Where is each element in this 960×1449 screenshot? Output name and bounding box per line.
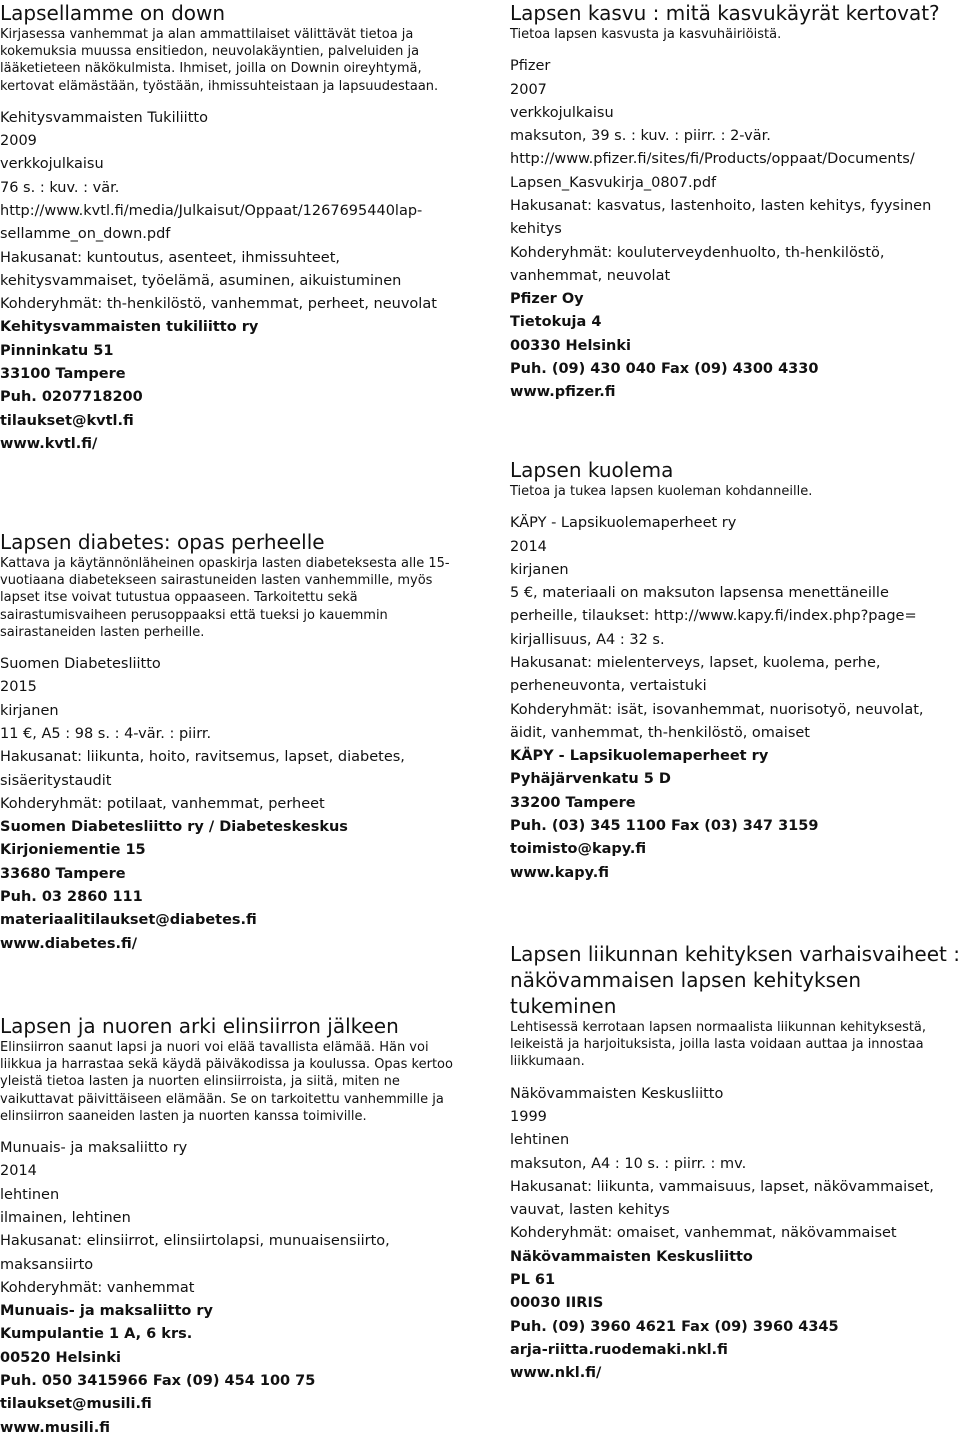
contact-line: materiaalitilaukset@diabetes.fi — [0, 912, 257, 929]
publication-title: Lapsen kasvu : mitä kasvukäyrät kertovat? — [510, 1, 940, 25]
publication-description: Tietoa lapsen kasvusta ja kasvuhäiriöistä. — [510, 27, 782, 42]
publication-entry — [0, 1013, 460, 1440]
detail-line: Hakusanat: elinsiirrot, elinsiirtolapsi, munuaisensiirto, — [0, 1233, 390, 1250]
contact-line: 00520 Helsinki — [0, 1349, 121, 1366]
contact-line: Kirjoniementie 15 — [0, 842, 146, 859]
contact-line: Kumpulantie 1 A, 6 krs. — [0, 1326, 193, 1343]
publication-details — [0, 107, 460, 456]
detail-line: 5 €, materiaali on maksuton lapsensa menettäneille — [510, 585, 889, 602]
detail-line: Kehitysvammaisten Tukiliitto — [0, 109, 208, 126]
publication-details — [0, 1137, 460, 1440]
contact-line: Puh. 03 2860 111 — [0, 888, 143, 905]
detail-line: Hakusanat: kasvatus, lastenhoito, lasten kehitys, fyysinen — [510, 197, 932, 214]
publication-description: Tietoa ja tukea lapsen kuoleman kohdanneille. — [510, 484, 813, 499]
contact-line: arja-riitta.ruodemaki.nkl.fi — [510, 1341, 728, 1358]
detail-line: perheneuvonta, vertaistuki — [510, 678, 707, 695]
detail-line: Kohderyhmät: th-henkilöstö, vanhemmat, perheet, neuvolat — [0, 296, 437, 313]
detail-line: verkkojulkaisu — [510, 104, 614, 121]
detail-line: perheille, tilaukset: http://www.kapy.fi/index.php?page= — [510, 608, 917, 625]
contact-line: 33100 Tampere — [0, 366, 126, 383]
publication-description: Elinsiirron saanut lapsi ja nuori voi elää tavallista elämää. Hän voi liikkua ja harrastaa sekä käydä päiväkodissa ja koulussa. Opas kertoo yleistä tietoa lasten ja nuorten elinsiirroista, ja siitä, miten ne vaikuttavat päivittäiseen elämään. Se on tarkoitettu vanhemmille ja elinsiirron saaneiden lasten ja nuorten kanssa toimiville. — [0, 1040, 453, 1124]
publication-entry — [0, 529, 460, 956]
detail-line: http://www.kvtl.fi/media/Julkaisut/Oppaat/1267695440lap- — [0, 203, 423, 219]
publication-title: Lapsen ja nuoren arki elinsiirron jälkeen — [0, 1014, 399, 1038]
detail-line: verkkojulkaisu — [0, 156, 104, 173]
detail-line: Hakusanat: kuntoutus, asenteet, ihmissuhteet, — [0, 249, 341, 266]
contact-line: Pfizer Oy — [510, 291, 584, 308]
contact-line: 33200 Tampere — [510, 794, 636, 811]
contact-line: Kehitysvammaisten tukiliitto ry — [0, 319, 259, 336]
contact-line: www.musili.fi — [0, 1419, 110, 1436]
publication-title: Lapsellamme on down — [0, 1, 226, 25]
publication-description: Lehtisessä kerrotaan lapsen normaalista liikunnan kehityksestä, leikeistä ja harjoituksista, joilla lasta voidaan auttaa ja innostaa liikkumaan. — [510, 1020, 927, 1070]
contact-line: www.diabetes.fi/ — [0, 935, 138, 952]
detail-line: Hakusanat: liikunta, hoito, ravitsemus, lapset, diabetes, — [0, 749, 405, 766]
contact-line: PL 61 — [510, 1271, 556, 1288]
detail-line: 1999 — [510, 1108, 547, 1125]
contact-line: Puh. (09) 3960 4621 Fax (09) 3960 4345 — [510, 1318, 839, 1335]
detail-line: Hakusanat: mielenterveys, lapset, kuolema, perhe, — [510, 654, 881, 671]
publication-title: Lapsen kuolema — [510, 458, 674, 482]
contact-line: Pinninkatu 51 — [0, 342, 114, 359]
publication-title: Lapsen liikunnan kehityksen varhaisvaiheet : näkövammaisen lapsen kehityksen tukeminen — [510, 942, 960, 1018]
detail-line: Kohderyhmät: kouluterveydenhuolto, th-henkilöstö, — [510, 244, 885, 261]
contact-line: www.nkl.fi/ — [510, 1365, 602, 1382]
detail-line: Pfizer — [510, 58, 551, 75]
detail-line: maksuton, A4 : 10 s. : piirr. : mv. — [510, 1155, 747, 1172]
contact-line: 33680 Tampere — [0, 865, 126, 882]
detail-line: lehtinen — [510, 1132, 570, 1149]
contact-line: Puh. 0207718200 — [0, 389, 143, 406]
detail-line: 2015 — [0, 679, 37, 696]
publication-details — [0, 653, 460, 956]
contact-line: Pyhäjärvenkatu 5 D — [510, 771, 671, 788]
detail-line: kehitys — [510, 221, 562, 238]
detail-line: 11 €, A5 : 98 s. : 4-vär. : piirr. — [0, 725, 212, 742]
contact-line: Tietokuja 4 — [510, 314, 602, 331]
publication-description: Kattava ja käytännönläheinen opaskirja lasten diabeteksesta alle 15-vuotiaana diabetekseen sairastuneiden lasten vanhemmille, myös lapset itse voivat tutustua oppaaseen. Tarkoitettu sekä sairastumisvaiheen perusoppaaksi että tueksi jo kauemmin sairastaneiden lasten perheille. — [0, 556, 450, 640]
detail-line: kirjanen — [0, 702, 59, 719]
detail-line: http://www.pfizer.fi/sites/fi/Products/oppaat/Documents/ — [510, 151, 915, 168]
contact-line: Puh. (03) 345 1100 Fax (03) 347 3159 — [510, 818, 819, 835]
contact-line: tilaukset@kvtl.fi — [0, 412, 134, 429]
publication-details — [510, 55, 960, 404]
detail-line: Näkövammaisten Keskusliitto — [510, 1085, 724, 1102]
detail-line: kirjallisuus, A4 : 32 s. — [510, 631, 665, 648]
contact-line: 00030 IIRIS — [510, 1295, 604, 1312]
contact-line: tilaukset@musili.fi — [0, 1396, 152, 1413]
contact-line: www.kapy.fi — [510, 864, 609, 881]
detail-line: kehitysvammaiset, työelämä, asuminen, aikuistuminen — [0, 272, 402, 289]
contact-line: Puh. (09) 430 040 Fax (09) 4300 4330 — [510, 361, 819, 378]
contact-line: KÄPY - Lapsikuolemaperheet ry — [510, 748, 769, 765]
publication-details — [510, 512, 960, 885]
detail-line: Kohderyhmät: vanhemmat — [0, 1279, 195, 1296]
detail-line: vanhemmat, neuvolat — [510, 267, 671, 284]
detail-line: 2014 — [0, 1163, 37, 1180]
detail-line: Kohderyhmät: potilaat, vanhemmat, perheet — [0, 795, 325, 812]
detail-line: Munuais- ja maksaliitto ry — [0, 1140, 188, 1157]
detail-line: äidit, vanhemmat, th-henkilöstö, omaiset — [510, 724, 810, 741]
detail-line: vauvat, lasten kehitys — [510, 1202, 670, 1219]
contact-line: Näkövammaisten Keskusliitto — [510, 1248, 753, 1265]
detail-line: Kohderyhmät: isät, isovanhemmat, nuorisotyö, neuvolat, — [510, 701, 924, 718]
contact-line: toimisto@kapy.fi — [510, 841, 647, 858]
detail-line: Kohderyhmät: omaiset, vanhemmat, näkövammaiset — [510, 1225, 897, 1242]
detail-line: 2009 — [0, 133, 37, 150]
detail-line: sisäeritystaudit — [0, 772, 112, 789]
detail-line: ilmainen, lehtinen — [0, 1209, 131, 1226]
contact-line: 00330 Helsinki — [510, 337, 631, 354]
contact-line: Puh. 050 3415966 Fax (09) 454 100 75 — [0, 1372, 316, 1389]
publication-entry — [510, 457, 960, 885]
contact-line: www.kvtl.fi/ — [0, 435, 98, 452]
detail-line: Hakusanat: liikunta, vammaisuus, lapset, näkövammaiset, — [510, 1178, 934, 1195]
detail-line: Lapsen_Kasvukirja_0807.pdf — [510, 174, 717, 191]
detail-line: kirjanen — [510, 561, 569, 578]
detail-line: sellamme_on_down.pdf — [0, 226, 171, 243]
contact-line: Suomen Diabetesliitto ry / Diabeteskeskus — [0, 819, 348, 836]
detail-line: maksuton, 39 s. : kuv. : piirr. : 2-vär. — [510, 128, 771, 145]
publication-details — [510, 1083, 960, 1386]
detail-line: 2014 — [510, 538, 547, 555]
publication-entry — [510, 0, 960, 405]
contact-line: www.pfizer.fi — [510, 384, 616, 401]
detail-line: 76 s. : kuv. : vär. — [0, 179, 120, 196]
publication-title: Lapsen diabetes: opas perheelle — [0, 530, 325, 554]
detail-line: lehtinen — [0, 1186, 60, 1203]
detail-line: KÄPY - Lapsikuolemaperheet ry — [510, 515, 737, 532]
detail-line: Suomen Diabetesliitto — [0, 656, 161, 673]
publication-entry — [0, 0, 460, 456]
detail-line: 2007 — [510, 81, 547, 98]
detail-line: maksansiirto — [0, 1256, 94, 1273]
publication-description: Kirjasessa vanhemmat ja alan ammattilaiset välittävät tietoa ja kokemuksia muussa ensitiedon, neuvolakäyntien, palveluiden ja lääketieteen näkökulmista. Ihmiset, joilla on Downin oireyhtymä, kertovat elämästään, työstään, ihmissuhteistaan ja lapsuudestaan. — [0, 27, 439, 94]
publication-entry — [510, 941, 960, 1385]
contact-line: Munuais- ja maksaliitto ry — [0, 1303, 213, 1320]
